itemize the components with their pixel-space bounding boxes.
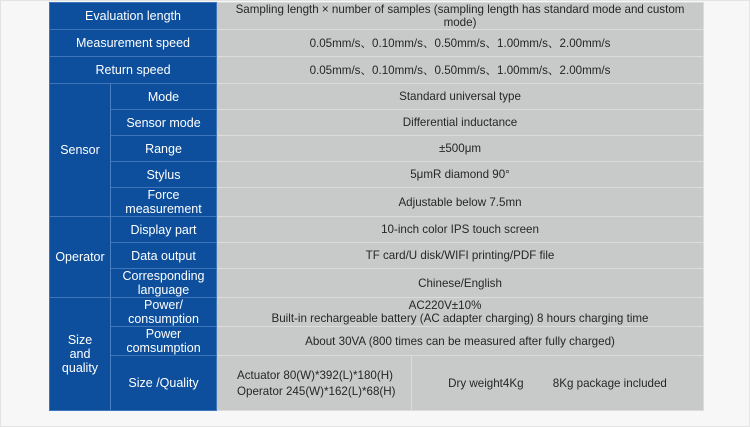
row-value-return-speed: 0.05mm/s、0.10mm/s、0.50mm/s、1.00mm/s、2.00mm/s	[217, 57, 704, 84]
row-label-range: Range	[111, 136, 217, 162]
table-row	[50, 162, 704, 188]
row-label-stylus: Stylus	[111, 162, 217, 188]
row-label-data-output: Data output	[111, 243, 217, 269]
table-row	[50, 136, 704, 162]
row-value-data-output: TF card/U disk/WIFI printing/PDF file	[217, 243, 704, 269]
table-row	[50, 243, 704, 269]
table-row	[50, 57, 704, 84]
table-row	[50, 84, 704, 110]
row-value-display-part: 10-inch color IPS touch screen	[217, 217, 704, 243]
row-value-evaluation-length: Sampling length × number of samples (sampling length has standard mode and custom mode)	[217, 3, 704, 30]
row-label-evaluation-length: Evaluation length	[50, 3, 217, 30]
row-label-force-measurement-line1: Force	[147, 188, 180, 202]
row-value-corresponding-language: Chinese/English	[217, 269, 704, 298]
table-row	[50, 3, 704, 30]
row-value-power-consumption-voltage: AC220V±10%	[408, 299, 482, 313]
group-label-size-and-quality	[50, 298, 111, 411]
group-label-size-and-quality-line1: Size	[67, 333, 93, 347]
group-label-size-and-quality-line2: and	[69, 347, 91, 361]
row-label-corresponding-language-line2: language	[137, 283, 190, 297]
row-value-size-dimensions-actuator: Actuator 80(W)*392(L)*180(H)	[237, 368, 393, 382]
row-value-size-dimensions	[217, 356, 412, 411]
row-label-mode: Mode	[111, 84, 217, 110]
table-row	[50, 188, 704, 217]
row-label-corresponding-language	[111, 269, 217, 298]
row-label-power-comsumption-line1: Power	[145, 327, 182, 341]
row-value-size-weight	[412, 356, 704, 411]
row-value-power-consumption	[217, 298, 704, 327]
group-label-operator: Operator	[50, 217, 111, 298]
table-row	[50, 356, 704, 411]
row-value-measurement-speed: 0.05mm/s、0.10mm/s、0.50mm/s、1.00mm/s、2.00mm/s	[217, 30, 704, 57]
row-label-power-comsumption	[111, 327, 217, 356]
table-row	[50, 269, 704, 298]
row-label-sensor-mode: Sensor mode	[111, 110, 217, 136]
row-value-stylus: 5μmR diamond 90°	[217, 162, 704, 188]
row-value-size-weight-dry: Dry weight4Kg	[448, 376, 524, 390]
table-row	[50, 298, 704, 327]
table-row	[50, 327, 704, 356]
group-label-sensor: Sensor	[50, 84, 111, 217]
specifications-table	[49, 2, 704, 411]
group-label-size-and-quality-line3: quality	[61, 361, 99, 375]
row-value-mode: Standard universal type	[217, 84, 704, 110]
row-value-size-weight-package: 8Kg package included	[552, 376, 667, 390]
table-row	[50, 217, 704, 243]
row-label-force-measurement-line2: measurement	[125, 202, 202, 216]
row-label-power-consumption	[111, 298, 217, 327]
row-value-range: ±500μm	[217, 136, 704, 162]
row-value-force-measurement: Adjustable below 7.5mn	[217, 188, 704, 217]
row-value-size-dimensions-operator: Operator 245(W)*162(L)*68(H)	[237, 384, 396, 398]
table-row	[50, 30, 704, 57]
row-value-sensor-mode: Differential inductance	[217, 110, 704, 136]
row-label-power-consumption-line2: consumption	[128, 312, 199, 326]
row-label-power-consumption-line1: Power/	[144, 298, 183, 312]
row-value-power-comsumption: About 30VA (800 times can be measured after fully charged)	[217, 327, 704, 356]
row-label-corresponding-language-line1: Corresponding	[122, 269, 205, 283]
row-label-display-part: Display part	[111, 217, 217, 243]
row-label-size-quality: Size /Quality	[111, 356, 217, 411]
row-label-measurement-speed: Measurement speed	[50, 30, 217, 57]
row-label-power-comsumption-line2: comsumption	[126, 341, 201, 355]
table-row	[50, 110, 704, 136]
row-label-return-speed: Return speed	[50, 57, 217, 84]
row-value-power-consumption-battery: Built-in rechargeable battery (AC adapter charging) 8 hours charging time	[271, 312, 649, 325]
row-label-force-measurement	[111, 188, 217, 217]
